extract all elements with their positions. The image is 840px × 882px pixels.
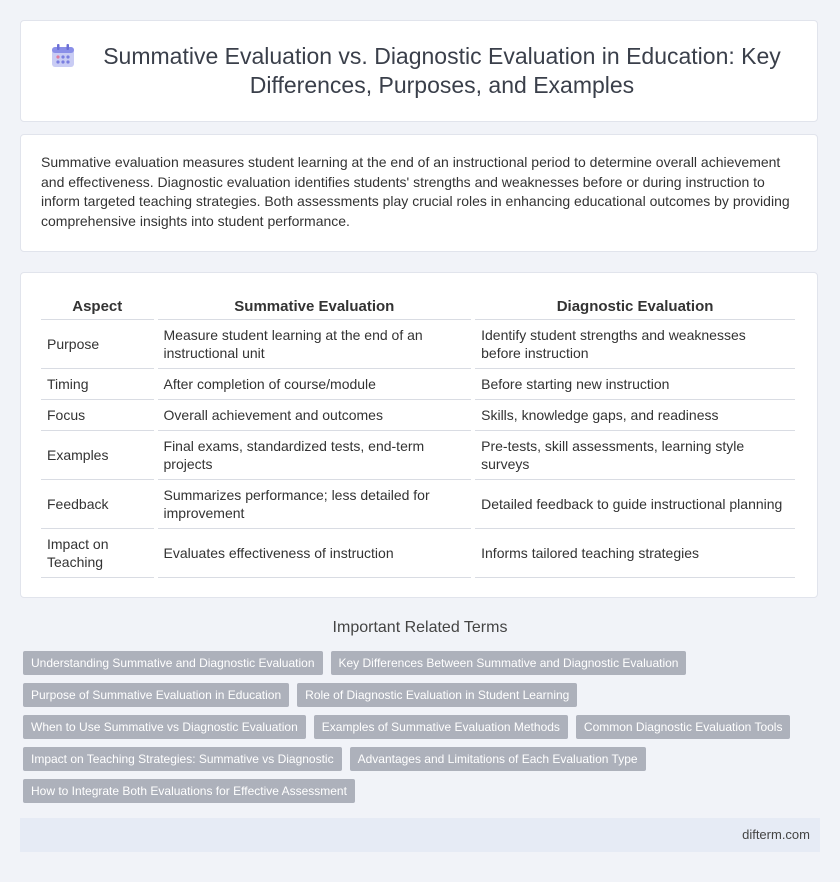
- table-cell: Detailed feedback to guide instructional planning: [475, 480, 795, 529]
- table-cell: Informs tailored teaching strategies: [475, 529, 795, 578]
- table-cell: Skills, knowledge gaps, and readiness: [475, 400, 795, 431]
- title-card: [20, 20, 818, 122]
- table-row: [41, 529, 795, 578]
- related-term-tag[interactable]: How to Integrate Both Evaluations for Effective Assessment: [23, 779, 355, 803]
- column-header: Diagnostic Evaluation: [475, 293, 795, 320]
- table-cell: Focus: [41, 400, 154, 431]
- table-row: [41, 431, 795, 480]
- table-cell: Identify student strengths and weaknesses before instruction: [475, 320, 795, 369]
- table-cell: Purpose: [41, 320, 154, 369]
- related-term-tag[interactable]: Advantages and Limitations of Each Evaluation Type: [350, 747, 646, 771]
- table-cell: Examples: [41, 431, 154, 480]
- comparison-table-card: [20, 272, 818, 598]
- related-term-tag[interactable]: When to Use Summative vs Diagnostic Evaluation: [23, 715, 306, 739]
- table-cell: Summarizes performance; less detailed for improvement: [158, 480, 472, 529]
- table-cell: Evaluates effectiveness of instruction: [158, 529, 472, 578]
- table-cell: Feedback: [41, 480, 154, 529]
- related-term-tag[interactable]: Key Differences Between Summative and Diagnostic Evaluation: [331, 651, 687, 675]
- footer: [20, 818, 820, 852]
- related-terms-heading: Important Related Terms: [332, 619, 508, 636]
- table-cell: Overall achievement and outcomes: [158, 400, 472, 431]
- table-cell: Pre-tests, skill assessments, learning style surveys: [475, 431, 795, 480]
- site-name[interactable]: difterm.com: [742, 827, 810, 842]
- related-term-tag[interactable]: Impact on Teaching Strategies: Summative vs Diagnostic: [23, 747, 342, 771]
- table-cell: Timing: [41, 369, 154, 400]
- table-row: [41, 480, 795, 529]
- table-row: [41, 400, 795, 431]
- table-cell: Impact on Teaching: [41, 529, 154, 578]
- related-term-tag[interactable]: Role of Diagnostic Evaluation in Student Learning: [297, 683, 577, 707]
- related-term-tag[interactable]: Examples of Summative Evaluation Methods: [314, 715, 568, 739]
- column-header: Summative Evaluation: [158, 293, 472, 320]
- table-row: [41, 369, 795, 400]
- page-title: Summative Evaluation vs. Diagnostic Evaluation in Education: Key Differences, Purposes, and Examples: [103, 43, 781, 98]
- related-term-tag[interactable]: Common Diagnostic Evaluation Tools: [576, 715, 791, 739]
- table-row: [41, 320, 795, 369]
- intro-paragraph: Summative evaluation measures student learning at the end of an instructional period to determine overall achievement and effectiveness. Diagnostic evaluation identifies students' strengths and weaknesses before or during instruction to inform targeted teaching strategies. Both assessments play crucial roles in enhancing educational outcomes by providing comprehensive insights into student performance.: [41, 154, 790, 229]
- table-cell: After completion of course/module: [158, 369, 472, 400]
- table-cell: Before starting new instruction: [475, 369, 795, 400]
- related-term-tag[interactable]: Purpose of Summative Evaluation in Education: [23, 683, 289, 707]
- intro-card: [20, 134, 818, 252]
- column-header: Aspect: [41, 293, 154, 320]
- table-cell: Measure student learning at the end of an instructional unit: [158, 320, 472, 369]
- related-term-tag[interactable]: Understanding Summative and Diagnostic Evaluation: [23, 651, 323, 675]
- comparison-table: [37, 293, 799, 578]
- related-terms-list: [23, 651, 813, 811]
- table-cell: Final exams, standardized tests, end-term projects: [158, 431, 472, 480]
- calendar-icon: [49, 42, 77, 70]
- table-header-row: [41, 293, 795, 320]
